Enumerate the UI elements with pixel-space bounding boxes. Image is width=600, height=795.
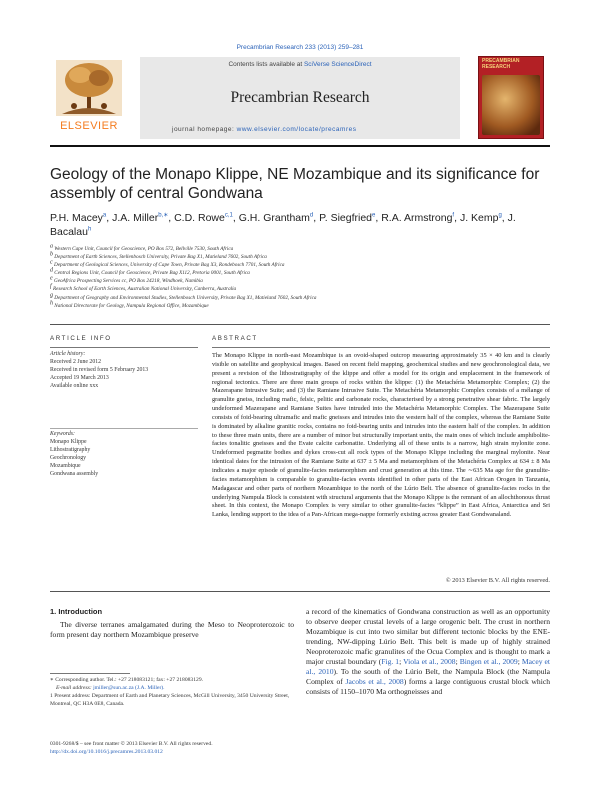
abstract-heading: ABSTRACT (212, 335, 258, 342)
keywords-list (50, 431, 198, 478)
abstract-divider (50, 591, 550, 592)
intro-text: ). To the south of the Lúrio Belt, the Nampula Block (the Nampula Complex of (306, 667, 550, 686)
keyword-item: Gondwana assembly (50, 470, 99, 477)
keyword-item: Geochronology (50, 454, 87, 461)
citation-link-jacobs[interactable]: Jacobs et al., 2008 (345, 677, 404, 686)
affiliation-item (50, 269, 550, 277)
affiliation-marker: h (50, 299, 53, 306)
author-separator: , (454, 212, 460, 224)
keyword-item: Mozambique (50, 462, 81, 469)
author-affiliation-marker[interactable]: h (87, 226, 92, 233)
author-list (50, 211, 550, 239)
homepage-link[interactable]: www.elsevier.com/locate/precamres (236, 126, 357, 133)
article-title: Geology of the Monapo Klippe, NE Mozambique and its significance for assembly of central Gondwana (50, 166, 540, 202)
history-item: Available online xxx (50, 382, 99, 389)
journal-reference[interactable]: Precambrian Research 233 (2013) 259–281 (236, 44, 364, 51)
cover-title: PRECAMBRIAN RESEARCH (482, 58, 520, 70)
affiliation-item (50, 245, 550, 253)
cover-image (482, 75, 540, 135)
author-name: R.A. Armstrong (381, 212, 453, 224)
affiliation-text: Department of Geography and Environmental Studies, Stellenbosch University, Private Bag X1, Matieland 7602, South Africa (54, 294, 317, 301)
author-separator: , (501, 212, 508, 224)
contents-line (140, 61, 460, 68)
author-affiliation-marker[interactable]: e (372, 212, 376, 219)
figure-reference-link[interactable]: Fig. 1 (381, 657, 400, 666)
intro-text: a record of the kinematics of Gondwana construction as well as an opportunity to observe deeper crustal levels of a large orogenic belt. The crust in northern Mozambique is cut into two similar but different tectonic blocks by the ENE-trending, NW-dipping Lúrio Belt. This belt is made up of highly strained Neoproterozoic mafic granulites of the Ocua Complex and is thought to mark a major crustal boundary ( (306, 607, 550, 666)
footnote-corresponding: ∗ Corresponding author. Tel.: +27 218083121; fax: +27 218083129. (50, 677, 204, 683)
author-name: C.D. Rowe (174, 212, 225, 224)
footnote-email (50, 685, 294, 693)
history-item: Received in revised form 5 February 2013 (50, 366, 149, 373)
author-separator: , (232, 212, 239, 224)
affiliation-list (50, 245, 550, 310)
author-name: P. Siegfried (319, 212, 373, 224)
footnotes (50, 677, 294, 709)
introduction-paragraph-left: The diverse terranes amalgamated during the Meso to Neoproterozoic to form present day northern Mozambique preserve (50, 620, 294, 639)
author-affiliation-marker[interactable]: a (102, 212, 107, 219)
history-item: Accepted 19 March 2013 (50, 374, 109, 381)
sciencedirect-link[interactable]: SciVerse ScienceDirect (303, 61, 372, 68)
author-affiliation-marker[interactable]: b,∗ (158, 212, 169, 219)
affiliation-text: Western Cape Unit, Council for Geoscience, PO Box 572, Bellville 7530, South Africa (54, 246, 234, 252)
article-info-rule (50, 347, 198, 348)
homepage-prefix: journal homepage: (172, 126, 237, 133)
author-name: G.H. Grantham (238, 212, 310, 224)
article-info-heading: ARTICLE INFO (50, 335, 112, 342)
author-name: J.A. Miller (112, 212, 159, 224)
affiliation-text: Department of Geological Sciences, University of Cape Town, Private Bag X3, Rondebosch 7701, South Africa (53, 262, 285, 269)
affiliation-marker: f (50, 283, 52, 290)
affiliation-marker: e (50, 275, 53, 282)
copyright-notice: © 2013 Elsevier B.V. All rights reserved. (445, 577, 550, 584)
author-separator: , (375, 212, 382, 224)
affiliation-item (50, 253, 550, 261)
journal-homepage-line (172, 126, 356, 133)
author-separator: , (313, 212, 320, 224)
affiliation-item (50, 261, 550, 269)
citation-separator: ; (517, 657, 522, 666)
header-divider (50, 145, 550, 147)
citation-separator: ; (399, 657, 404, 666)
affiliation-marker: d (50, 267, 53, 274)
affiliation-marker: c (50, 259, 53, 266)
citation-link-macey[interactable]: Macey et al., 2010 (306, 657, 550, 676)
email-link[interactable]: jmiller@sun.ac.za (J.A. Miller). (93, 684, 165, 691)
doi-link[interactable]: http://dx.doi.org/10.1016/j.precamres.2013.03.012 (50, 748, 163, 755)
affiliation-item (50, 285, 550, 293)
affiliation-text: National Directorate for Geology, Nampula Regional Office, Mozambique (54, 302, 209, 309)
footnote-rule (50, 673, 130, 674)
keywords-rule (50, 428, 198, 429)
author-name: P.H. Macey (50, 212, 103, 224)
contents-prefix: Contents lists available at (228, 61, 304, 68)
author-separator: , (106, 212, 113, 224)
journal-title: Precambrian Research (230, 89, 370, 106)
history-label: Article history: (50, 351, 86, 357)
affiliation-text: Research School of Earth Sciences, Australian National University, Canberra, Australia (52, 286, 237, 293)
affiliation-item (50, 291, 550, 302)
citation-separator: ; (455, 657, 460, 666)
affiliation-text: Department of Earth Sciences, Stellenbosch University, Private Bag X1, Matieland 7602, South Africa (54, 254, 267, 261)
publisher-logo-text: ELSEVIER (60, 120, 118, 132)
citation-link-viola[interactable]: Viola et al., 2008 (403, 657, 456, 666)
affiliation-item (50, 299, 550, 310)
article-history (50, 351, 198, 391)
affiliation-item (50, 277, 550, 285)
author-name: J. Bacalau (50, 212, 516, 238)
author-separator: , (168, 212, 175, 224)
footnote-present-address: 1 Present address: Department of Earth and Planetary Sciences, McGill University, 3450 University Street, Montreal, QC H3A 0E8, Canada. (50, 692, 290, 707)
issn-doi-block (50, 741, 294, 757)
journal-cover-thumbnail (478, 56, 544, 139)
keyword-item: Monapo Klippe (50, 438, 87, 445)
abstract-text: The Monapo Klippe in north-east Mozambique is an ovoid-shaped outcrop measuring approximately 35 × 40 km and is clearly visible on satellite and geophysical images. Based on recent field mapping, geochemical studies and new geochronological data, we present a revision of the lithostratigraphy of the klippe and offer a model for its origin and emplacement in the framework of regional tectonics. There are three main groups of rocks within the klippe: (1) the Metachéria Metamorphic Complex; (2) the Mazerapane Intrusive Suite; and (3) the Ramiane Intrusive Suite. The Metachéria Metamorphic Complex consists of a mélange of granulite gneiss, including mafic, felsic, pelitic and carbonate rocks, characterised by a strong penetrative shear fabric. The largely undeformed Mazerapane and Ramiane Suites have intruded into the Metachéria Metamorphic Complex. The Mazerapane Suite consists of foid-bearing ultramafic and mafic gneisses and intrudes into the western half of the complex, whereas the Ramiane Suite is dominated by alkaline granitic rocks, contains no foid-bearing units and intrudes into the eastern half of the complex. In addition to these three main units, there are a number of minor but structurally important units, the main ones of which include amphibolite-facies tonalitic gneisses and the Evate calcite carbonatite. Underlying all of these units is a narrow, high strain mylonite zone. Undeformed pegmatite bodies and dykes cross-cut all rock types of the Monapo Klippe including the marginal mylonite. Near identical dates for the intrusion of the Ramiane Suite at 637 ± 5 Ma and metamorphism of the Metachéria Complex at 634 ± 8 Ma indicates a major episode of granulite-facies metamorphism and crust generation at this time. The ∼635 Ma age for the granulite-facies metamorphism is comparable to granulite-facies events identified in other parts of the East African Orogen in Tanzania, Madagascar and other parts of northern Mozambique to the north of the Lúrio Belt. The absence of granulite-facies rocks in the underlying Nampula Block is consistent with structural arguments that the Monapo Klippe is the remnant of an allochthonous thrust sheet. In this context, the Monapo Complex is very similar to other granulite-facies “klippe” in East Africa, Antarctica and Sri Lanka, lending support to the idea of a Pan-African mega-nappe formerly existing across greater East Gondwanaland. (212, 352, 550, 519)
history-item: Received 2 June 2012 (50, 358, 102, 365)
email-label: E-mail address: (56, 684, 94, 691)
introduction-heading: 1. Introduction (50, 607, 103, 616)
affiliation-marker: g (50, 291, 53, 298)
keyword-item: Lithostratigraphy (50, 446, 91, 453)
abstract-rule (212, 347, 550, 348)
affiliation-divider (50, 324, 550, 325)
affiliation-text: GeoAfrica Prospecting Services cc, PO Box 24218, Windhoek, Namibia (53, 278, 203, 285)
affiliation-marker: a (50, 243, 53, 250)
affiliation-text: Central Regions Unit, Council for Geoscience, Private Bag X112, Pretoria 0001, South Africa (54, 270, 250, 277)
citation-link-bingen[interactable]: Bingen et al., 2009 (459, 657, 518, 666)
author-affiliation-marker[interactable]: c,1 (224, 212, 233, 219)
author-name: J. Kemp (459, 212, 499, 224)
elsevier-logo (50, 58, 128, 134)
introduction-paragraph-right (306, 607, 550, 697)
author-affiliation-marker[interactable]: g (498, 212, 502, 219)
intro-text: ) forms a large contiguous crustal block which consists of 1150–1070 Ma orthogneisses and (306, 677, 550, 696)
keywords-label: Keywords: (50, 431, 75, 437)
author-affiliation-marker[interactable]: d (309, 212, 314, 219)
affiliation-marker: b (50, 251, 53, 258)
issn-line: 0301-9268/$ – see front matter © 2013 Elsevier B.V. All rights reserved. (50, 741, 213, 747)
author-affiliation-marker[interactable]: f (452, 212, 455, 219)
